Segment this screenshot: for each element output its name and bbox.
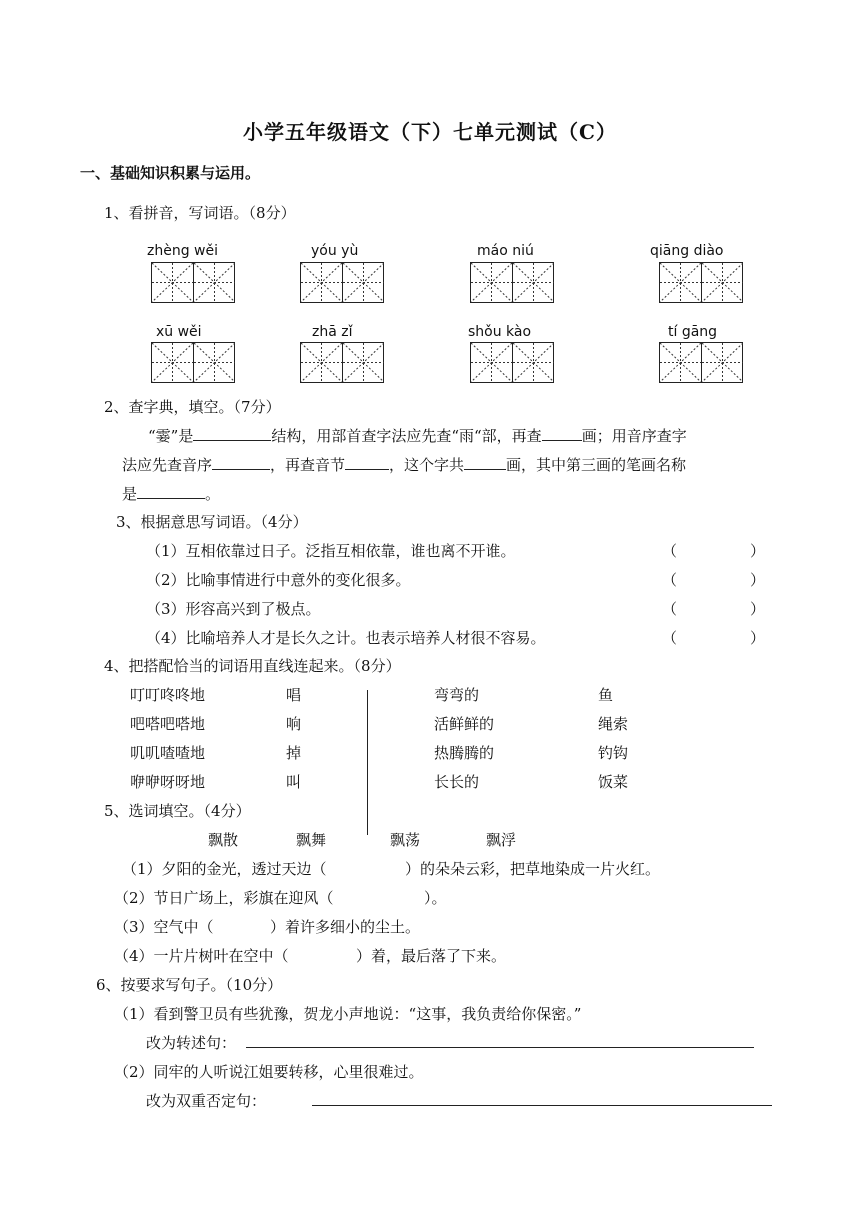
answer-blank[interactable] (464, 455, 506, 470)
match-right-word: 弯弯的 (434, 686, 480, 704)
writing-grid[interactable] (300, 262, 384, 303)
q2-heading: 2、查字典，填空。（7分） (104, 398, 281, 416)
match-right-target: 饭菜 (598, 773, 629, 791)
q6-task: 改为双重否定句： (146, 1092, 267, 1110)
pinyin-label: máo niú (477, 243, 534, 259)
q2-line-2: 法应先查音序 ，再查音节 ，这个字共 画，其中第三画的笔画名称 (122, 456, 687, 474)
match-left-word: 叽叽喳喳地 (130, 744, 206, 762)
match-right-target: 钓钩 (598, 744, 629, 762)
q2-line-1: “霎”是 结构，用部首查字法应先查“雨“部，再查 画；用音序查字 (148, 427, 687, 445)
grid-cell[interactable] (152, 263, 193, 302)
divider-line (367, 690, 368, 835)
grid-cell[interactable] (701, 343, 742, 382)
q5-sentence: （2）节日广场上，彩旗在迎风（ (114, 889, 334, 907)
q6-task: 改为转述句： (146, 1034, 237, 1052)
q4-heading: 4、把搭配恰当的词语用直线连起来。（8分） (104, 657, 401, 675)
writing-grid[interactable] (151, 262, 235, 303)
answer-blank[interactable] (137, 484, 205, 499)
q5-sentence-end: ）的朵朵云彩，把草地染成一片火红。 (405, 860, 661, 878)
section-heading-1: 一、基础知识积累与运用。 (80, 164, 261, 182)
answer-blank[interactable] (212, 455, 270, 470)
match-right-target: 绳索 (598, 715, 629, 733)
answer-line[interactable] (246, 1047, 754, 1048)
answer-line[interactable] (312, 1105, 772, 1106)
writing-grid[interactable] (470, 262, 554, 303)
q3-item: （4）比喻培养人才是长久之计。也表示培养人材很不容易。 (146, 629, 546, 647)
answer-blank[interactable] (542, 426, 582, 441)
grid-cell[interactable] (301, 343, 342, 382)
match-left-word: 咿咿呀呀地 (130, 773, 206, 791)
paren-left: （ (662, 571, 678, 589)
q2-line-3: 是 。 (122, 485, 221, 503)
pinyin-label: qiāng diào (650, 243, 724, 259)
pinyin-label: xū wěi (156, 324, 202, 340)
paren-left: （ (662, 600, 678, 618)
word-choice: 飘散 (208, 831, 239, 849)
pinyin-label: zhèng wěi (147, 243, 218, 259)
q5-sentence-end: ）着许多细小的尘土。 (270, 918, 421, 936)
writing-grid[interactable] (659, 342, 743, 383)
grid-cell[interactable] (471, 343, 512, 382)
match-right-word: 热腾腾的 (434, 744, 495, 762)
q3-heading: 3、根据意思写词语。（4分） (116, 513, 308, 531)
grid-cell[interactable] (193, 263, 234, 302)
word-choice: 飘浮 (486, 831, 517, 849)
match-right-word: 长长的 (434, 773, 480, 791)
match-left-target: 响 (286, 715, 302, 733)
word-choice: 飘舞 (296, 831, 327, 849)
q5-sentence: （3）空气中（ (114, 918, 214, 936)
writing-grid[interactable] (470, 342, 554, 383)
paren-right: ） (750, 629, 766, 647)
grid-cell[interactable] (152, 343, 193, 382)
grid-cell[interactable] (701, 263, 742, 302)
grid-cell[interactable] (193, 343, 234, 382)
grid-cell[interactable] (342, 263, 383, 302)
writing-grid[interactable] (659, 262, 743, 303)
q6-sentence: （2）同牢的人听说江姐要转移，心里很难过。 (114, 1063, 424, 1081)
pinyin-label: zhā zǐ (312, 324, 353, 340)
q3-item: （1）互相依靠过日子。泛指互相依靠，谁也离不开谁。 (146, 542, 516, 560)
grid-cell[interactable] (512, 343, 553, 382)
q5-sentence-end: ）着，最后落了下来。 (356, 947, 507, 965)
match-left-word: 吧嗒吧嗒地 (130, 715, 206, 733)
q1-heading: 1、看拼音，写词语。（8分） (104, 204, 296, 222)
writing-grid[interactable] (300, 342, 384, 383)
match-right-word: 活鲜鲜的 (434, 715, 495, 733)
page-title: 小学五年级语文（下）七单元测试（C） (243, 120, 617, 144)
grid-cell[interactable] (660, 343, 701, 382)
match-left-target: 掉 (286, 744, 302, 762)
match-left-word: 叮叮咚咚地 (130, 686, 206, 704)
paren-right: ） (750, 571, 766, 589)
match-left-target: 唱 (286, 686, 302, 704)
q5-sentence-end: ）。 (424, 889, 447, 907)
match-left-target: 叫 (286, 773, 302, 791)
q3-item: （3）形容高兴到了极点。 (146, 600, 321, 618)
grid-cell[interactable] (471, 263, 512, 302)
pinyin-label: yóu yù (311, 243, 359, 259)
writing-grid[interactable] (151, 342, 235, 383)
q6-heading: 6、按要求写句子。（10分） (96, 976, 283, 994)
q3-item: （2）比喻事情进行中意外的变化很多。 (146, 571, 411, 589)
q5-heading: 5、选词填空。（4分） (104, 802, 251, 820)
answer-blank[interactable] (345, 455, 389, 470)
grid-cell[interactable] (342, 343, 383, 382)
grid-cell[interactable] (660, 263, 701, 302)
grid-cell[interactable] (512, 263, 553, 302)
pinyin-label: tí gāng (668, 324, 718, 340)
paren-right: ） (750, 542, 766, 560)
paren-right: ） (750, 600, 766, 618)
match-right-target: 鱼 (598, 686, 614, 704)
q5-sentence: （4）一片片树叶在空中（ (114, 947, 289, 965)
paren-left: （ (662, 629, 678, 647)
q5-sentence: （1）夕阳的金光，透过天边（ (122, 860, 327, 878)
paren-left: （ (662, 542, 678, 560)
answer-blank[interactable] (193, 426, 271, 441)
q6-sentence: （1）看到警卫员有些犹豫，贺龙小声地说：“这事，我负责给你保密。” (114, 1005, 582, 1023)
pinyin-label: shǒu kào (468, 324, 532, 340)
word-choice: 飘荡 (390, 831, 421, 849)
grid-cell[interactable] (301, 263, 342, 302)
